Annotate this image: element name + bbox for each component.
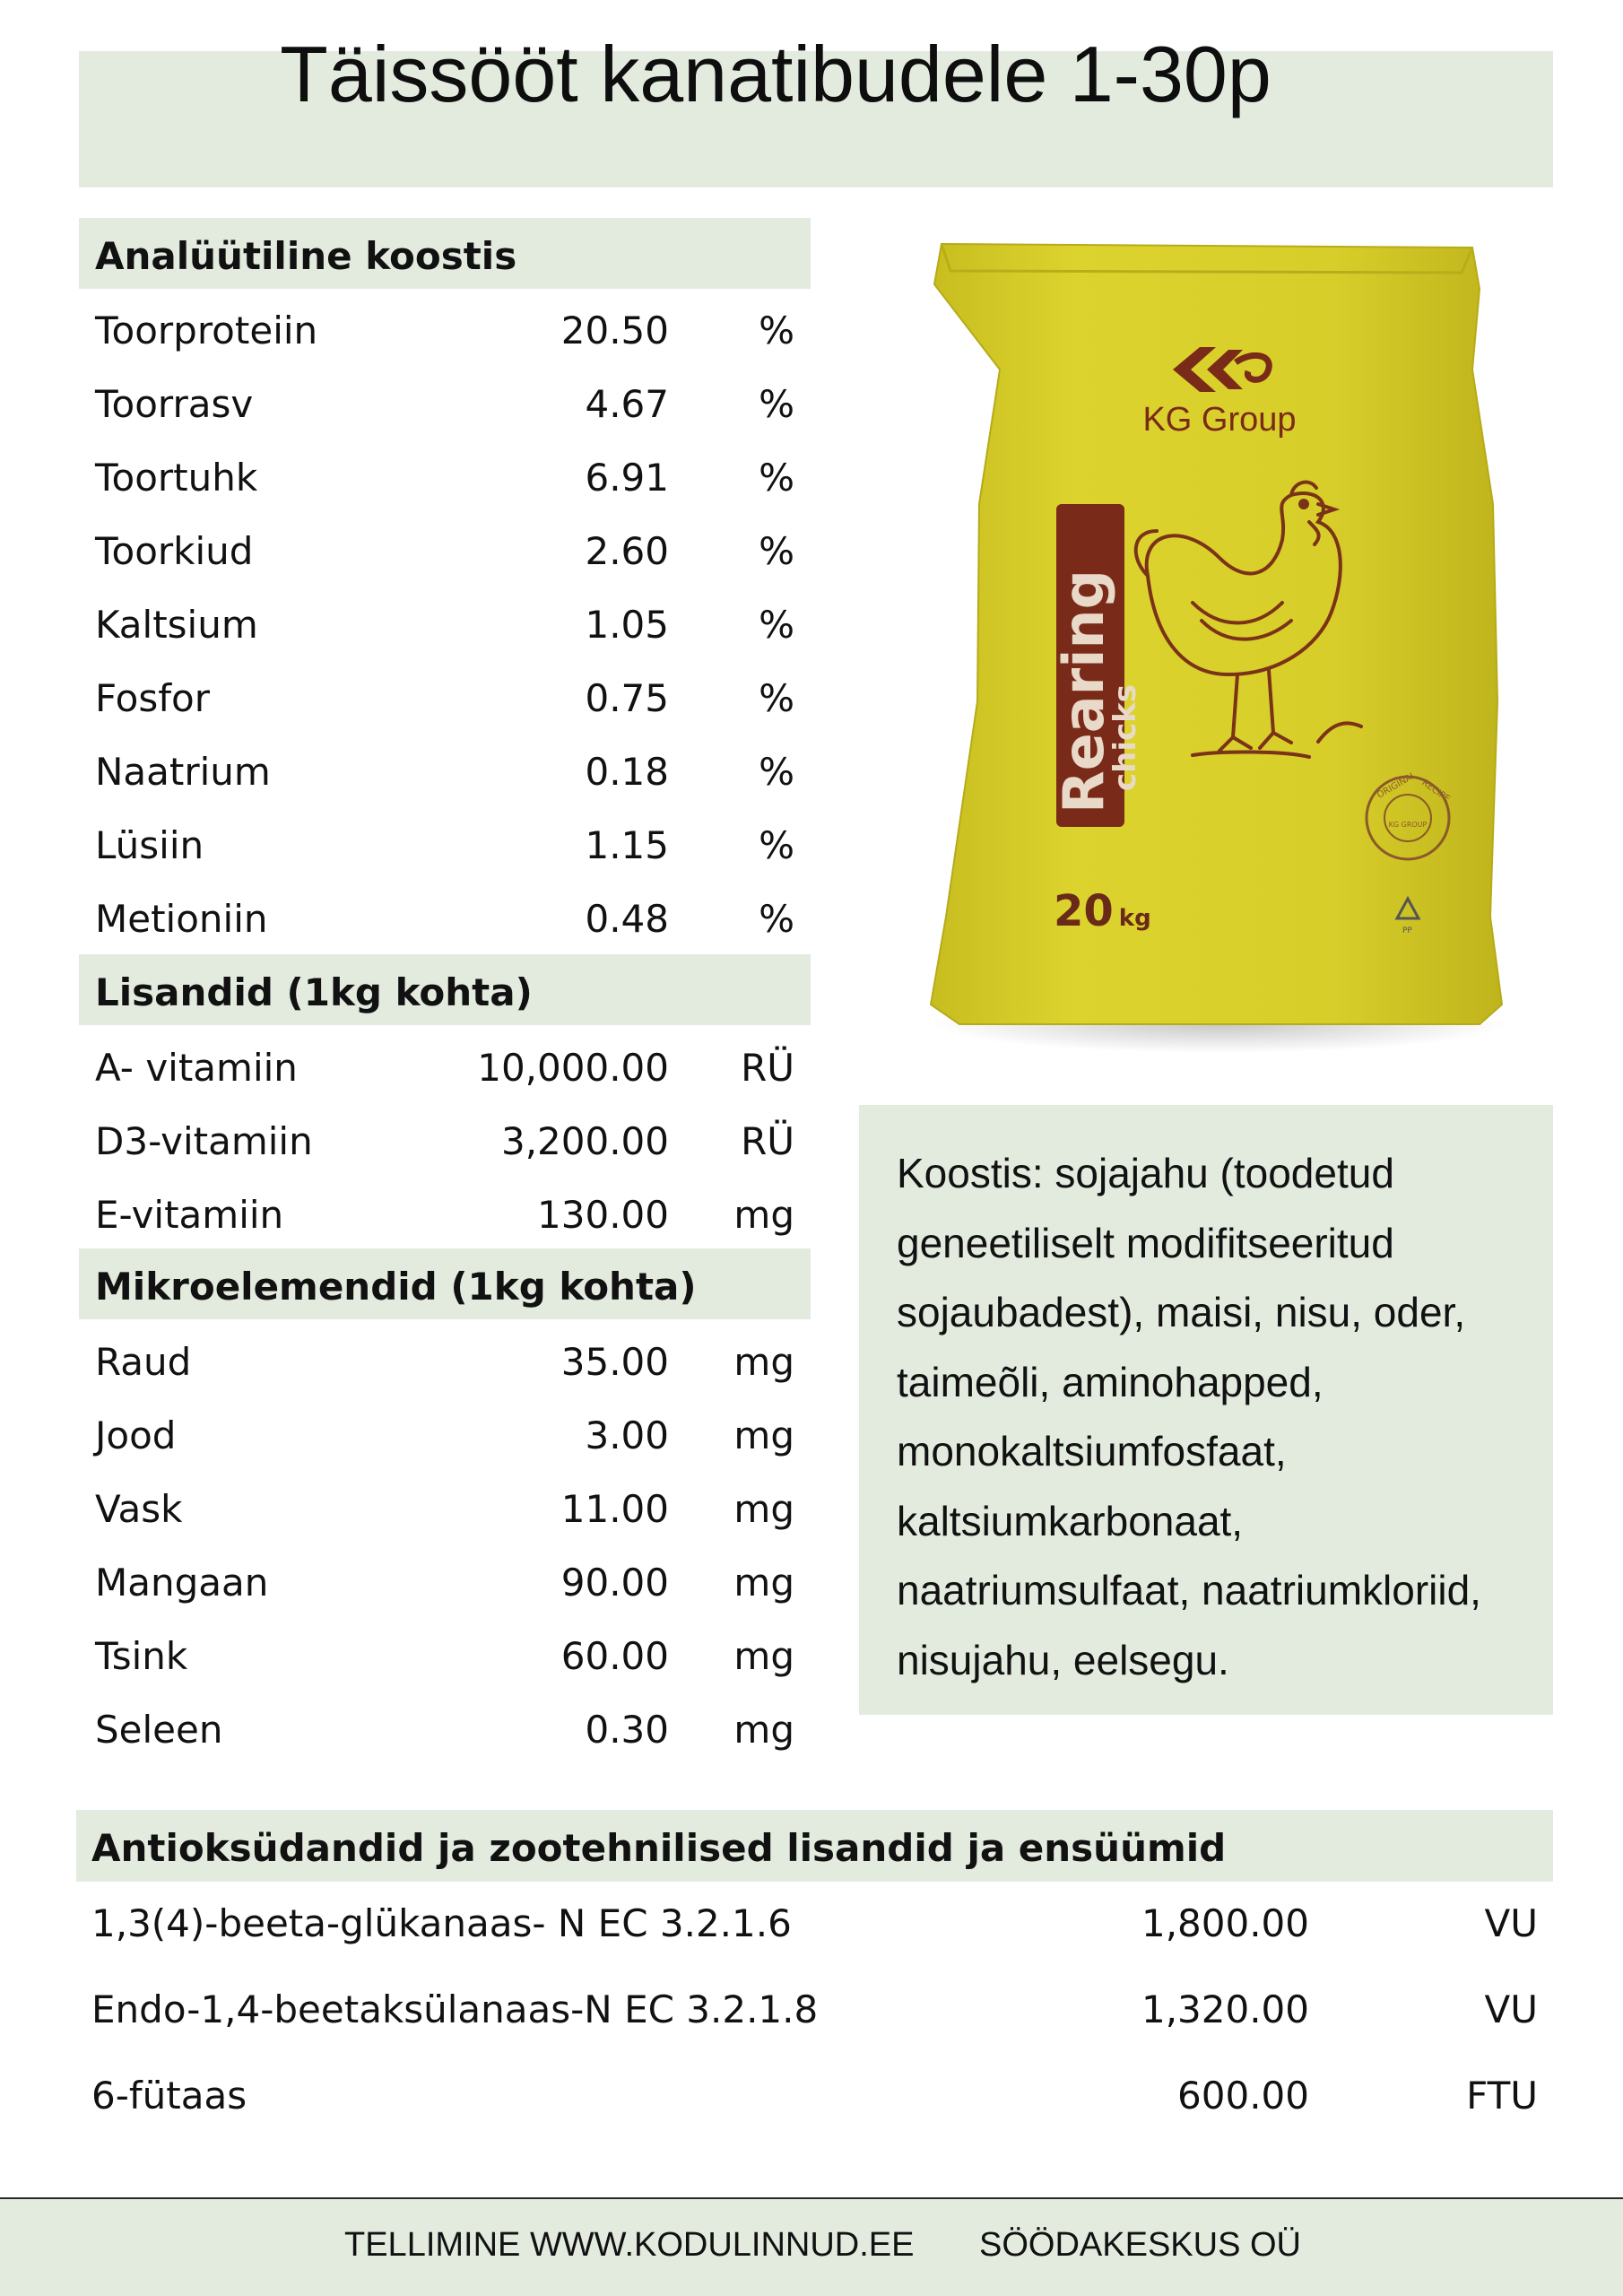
table-row xyxy=(79,1473,811,1546)
micro-heading: Mikroelemendid (1kg kohta) xyxy=(79,1248,811,1319)
table-row xyxy=(79,1620,811,1693)
row-value: 35.00 xyxy=(560,1340,669,1384)
row-value: 0.18 xyxy=(585,750,669,794)
row-label: Raud xyxy=(95,1340,192,1384)
row-unit: mg xyxy=(733,1561,794,1605)
composition-line: geneetiliselt modifitseeritud xyxy=(897,1219,1394,1266)
row-label: Seleen xyxy=(95,1708,223,1752)
row-value: 20.50 xyxy=(560,309,669,352)
row-value: 0.48 xyxy=(585,897,669,941)
bag-brand-text: KG Group xyxy=(1142,401,1297,439)
row-value: 1,800.00 xyxy=(1141,1901,1309,1945)
table-row xyxy=(79,735,811,809)
row-unit: % xyxy=(759,823,794,867)
row-value: 11.00 xyxy=(560,1487,669,1531)
row-label: Metioniin xyxy=(95,897,268,941)
bag-weight: 20 kg xyxy=(1054,886,1151,936)
row-label: Toorkiud xyxy=(95,529,254,573)
row-value: 600.00 xyxy=(1177,2074,1309,2118)
svg-text:PP: PP xyxy=(1402,926,1412,935)
svg-text:ORIGINAL: ORIGINAL xyxy=(1376,770,1419,801)
composition-line: nisujahu, eelsegu. xyxy=(897,1636,1229,1683)
row-unit: mg xyxy=(733,1193,794,1237)
row-value: 60.00 xyxy=(560,1634,669,1678)
table-row xyxy=(76,2053,1553,2139)
table-row xyxy=(79,662,811,735)
row-label: Naatrium xyxy=(95,750,271,794)
row-value: 1,320.00 xyxy=(1141,1987,1309,2031)
row-value: 4.67 xyxy=(585,382,669,426)
composition-box xyxy=(859,1105,1553,1715)
order-link[interactable]: TELLIMINE WWW.KODULINNUD.EE xyxy=(344,2226,915,2264)
table-row xyxy=(79,294,811,368)
row-label: Toorproteiin xyxy=(95,309,318,352)
company-name: SÖÖDAKESKUS OÜ xyxy=(979,2226,1301,2264)
row-unit: % xyxy=(759,456,794,500)
row-value: 1.15 xyxy=(585,823,669,867)
row-unit: % xyxy=(759,529,794,573)
row-value: 2.60 xyxy=(585,529,669,573)
footer xyxy=(0,2197,1623,2296)
row-label: Endo-1,4-beetaksülanaas-N EC 3.2.1.8 xyxy=(91,1987,819,2031)
row-unit: FTU xyxy=(1466,2074,1538,2118)
table-row xyxy=(79,368,811,441)
table-row xyxy=(79,1178,811,1252)
row-unit: % xyxy=(759,309,794,352)
row-value: 0.75 xyxy=(585,676,669,720)
row-unit: % xyxy=(759,676,794,720)
composition-line: taimeõli, aminohapped, xyxy=(897,1358,1324,1405)
additives-heading: Lisandid (1kg kohta) xyxy=(79,954,811,1025)
table-row xyxy=(79,441,811,515)
row-value: 90.00 xyxy=(560,1561,669,1605)
row-unit: % xyxy=(759,603,794,647)
row-label: Kaltsium xyxy=(95,603,258,647)
row-label: Vask xyxy=(95,1487,183,1531)
row-label: Jood xyxy=(95,1413,177,1457)
table-row xyxy=(79,1546,811,1620)
table-row xyxy=(79,1105,811,1178)
row-label: Tsink xyxy=(95,1634,188,1678)
composition-line: sojaubadest), maisi, nisu, oder, xyxy=(897,1289,1466,1335)
svg-text:RECIPE: RECIPE xyxy=(1419,778,1452,804)
composition-line: Koostis: sojajahu (toodetud xyxy=(897,1150,1394,1196)
page-title: Täissööt kanatibudele 1-30p xyxy=(280,30,1271,118)
row-unit: VU xyxy=(1484,1901,1538,1945)
table-row xyxy=(79,883,811,956)
row-unit: mg xyxy=(733,1487,794,1531)
feed-bag-image xyxy=(924,235,1506,1053)
row-unit: RÜ xyxy=(741,1119,794,1163)
row-value: 10,000.00 xyxy=(477,1046,669,1090)
row-label: Toortuhk xyxy=(95,456,258,500)
table-row xyxy=(79,515,811,588)
composition-line: monokaltsiumfosfaat, xyxy=(897,1428,1287,1474)
row-value: 130.00 xyxy=(537,1193,669,1237)
enzymes-heading: Antioksüdandid ja zootehnilised lisandid ja ensüümid xyxy=(76,1810,1553,1882)
row-unit: % xyxy=(759,382,794,426)
table-row xyxy=(79,1693,811,1767)
row-unit: mg xyxy=(733,1708,794,1752)
row-label: D3-vitamiin xyxy=(95,1119,313,1163)
row-unit: mg xyxy=(733,1413,794,1457)
table-row xyxy=(79,1326,811,1399)
row-value: 0.30 xyxy=(585,1708,669,1752)
row-label: Fosfor xyxy=(95,676,210,720)
table-row xyxy=(76,1967,1553,2053)
row-unit: mg xyxy=(733,1634,794,1678)
composition-line: naatriumsulfaat, naatriumkloriid, xyxy=(897,1567,1481,1613)
row-unit: % xyxy=(759,750,794,794)
bag-product-line1: Rearing xyxy=(1051,570,1116,813)
table-row xyxy=(79,1399,811,1473)
table-row xyxy=(79,1031,811,1105)
row-value: 3,200.00 xyxy=(500,1119,669,1163)
row-label: 1,3(4)-beeta-glükanaas- N EC 3.2.1.6 xyxy=(91,1901,792,1945)
svg-text:KG GROUP: KG GROUP xyxy=(1388,821,1428,829)
row-label: 6-fütaas xyxy=(91,2074,247,2118)
analytic-heading: Analüütiline koostis xyxy=(79,218,811,289)
table-row xyxy=(76,1881,1553,1967)
row-label: Lüsiin xyxy=(95,823,204,867)
row-unit: VU xyxy=(1484,1987,1538,2031)
composition-line: kaltsiumkarbonaat, xyxy=(897,1497,1244,1544)
row-value: 6.91 xyxy=(585,456,669,500)
row-unit: mg xyxy=(733,1340,794,1384)
bag-product-line2: chicks xyxy=(1107,683,1143,791)
table-row xyxy=(79,588,811,662)
row-unit: % xyxy=(759,897,794,941)
row-unit: RÜ xyxy=(741,1046,794,1090)
row-label: A- vitamiin xyxy=(95,1046,298,1090)
row-value: 3.00 xyxy=(585,1413,669,1457)
row-label: E-vitamiin xyxy=(95,1193,284,1237)
row-label: Mangaan xyxy=(95,1561,269,1605)
row-value: 1.05 xyxy=(585,603,669,647)
row-label: Toorrasv xyxy=(95,382,254,426)
table-row xyxy=(79,809,811,883)
